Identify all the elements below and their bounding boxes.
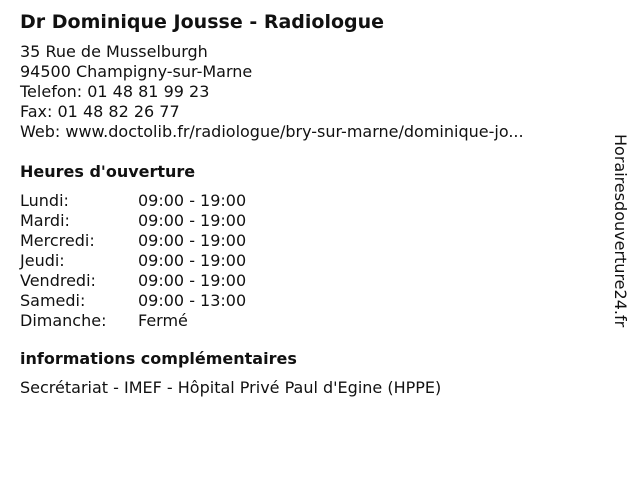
fax-number: 01 48 82 26 77 [57,102,180,121]
site-watermark: Horairesdouverture24.fr [611,134,630,328]
day-label: Mercredi: [20,231,95,250]
day-label: Dimanche: [20,311,107,330]
hours-row-mercredi [20,231,600,251]
web-line [20,122,600,142]
phone-line [20,82,600,102]
page-title: Dr Dominique Jousse - Radiologue [20,11,385,33]
hours-row-samedi [20,291,600,311]
hours-table [20,191,600,331]
website-link[interactable]: www.doctolib.fr/radiologue/bry-sur-marne/dominique-jo... [65,122,524,141]
phone-number[interactable]: 01 48 81 99 23 [87,82,210,101]
city-line: 94500 Champigny-sur-Marne [20,62,253,81]
day-hours: 09:00 - 19:00 [138,211,247,230]
address-block [20,42,600,142]
hours-row-mardi [20,211,600,231]
day-label: Vendredi: [20,271,96,290]
day-hours: 09:00 - 19:00 [138,191,247,210]
info-heading: informations complémentaires [20,349,297,368]
day-label: Samedi: [20,291,86,310]
fax-line [20,102,600,122]
info-text: Secrétariat - IMEF - Hôpital Privé Paul d'Egine (HPPE) [20,378,442,397]
web-label: Web: [20,122,61,141]
street-line: 35 Rue de Musselburgh [20,42,208,61]
fax-label: Fax: [20,102,53,121]
day-hours: 09:00 - 19:00 [138,271,247,290]
day-label: Lundi: [20,191,69,210]
hours-heading: Heures d'ouverture [20,162,196,181]
day-label: Jeudi: [20,251,65,270]
phone-label: Telefon: [20,82,83,101]
hours-row-jeudi [20,251,600,271]
hours-row-vendredi [20,271,600,291]
day-hours: 09:00 - 19:00 [138,231,247,250]
day-label: Mardi: [20,211,70,230]
day-hours: 09:00 - 19:00 [138,251,247,270]
business-card [20,10,600,398]
day-hours: Fermé [138,311,188,330]
hours-row-lundi [20,191,600,211]
day-hours: 09:00 - 13:00 [138,291,247,310]
hours-row-dimanche [20,311,600,331]
